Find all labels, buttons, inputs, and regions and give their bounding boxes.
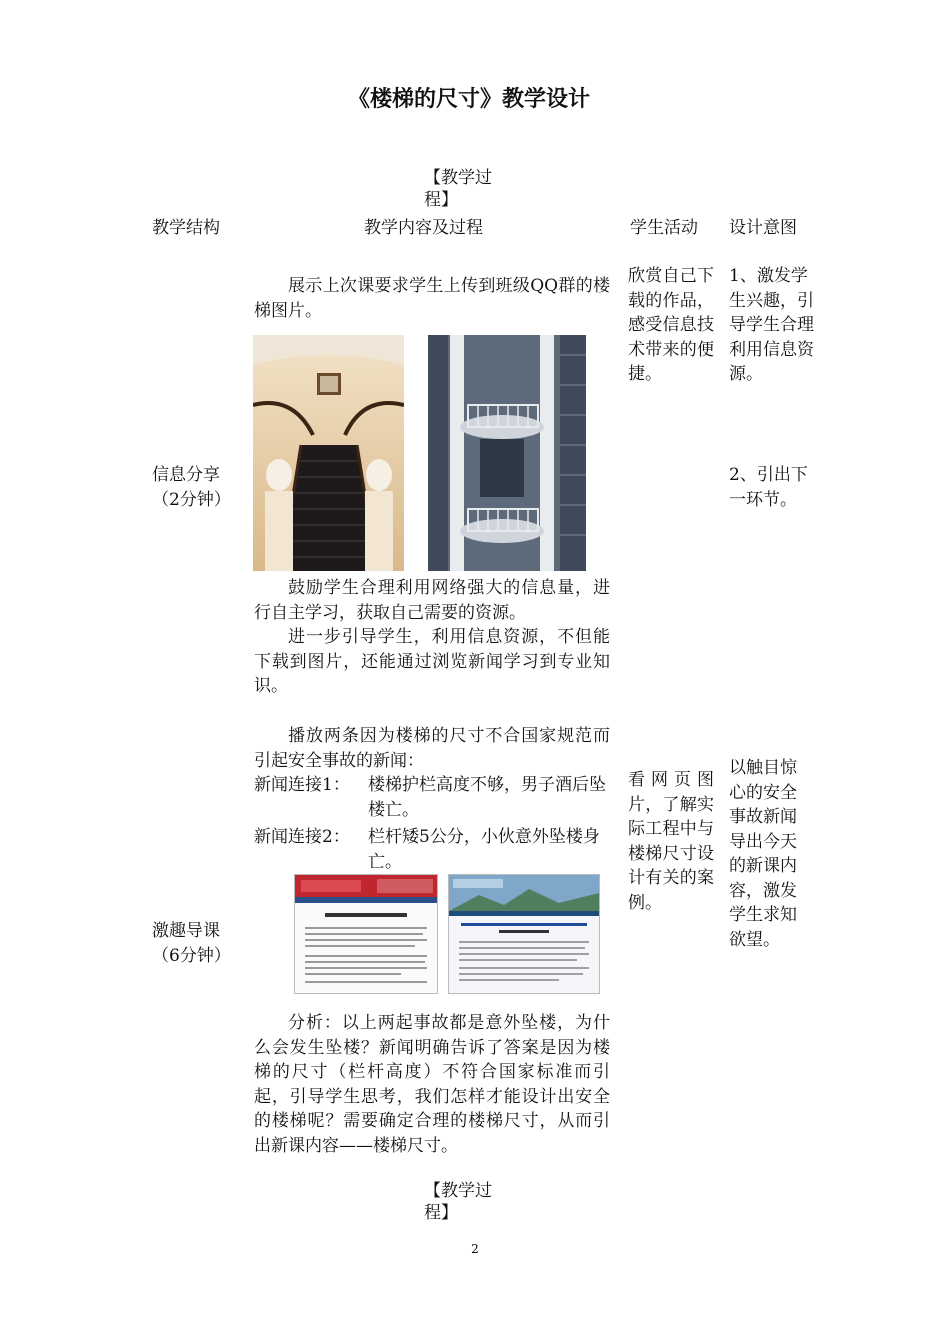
stage-info-sharing: 信息分享（2分钟） [152, 465, 231, 510]
staircase-photo-2 [428, 335, 586, 571]
stage2-activity: 看网页图片，了解实际工程中与楼梯尺寸设计有关的案例。 [628, 770, 714, 913]
news-screenshot-1 [294, 874, 438, 994]
header-content: 教学内容及过程 [364, 218, 483, 238]
page-number: 2 [471, 1242, 479, 1256]
stage1-para2: 进一步引导学生，利用信息资源，不但能下载到图片，还能通过浏览新闻学习到专业知识。 [254, 627, 610, 696]
section-label: 【教学过程】 [424, 168, 492, 210]
header-structure: 教学结构 [152, 218, 220, 238]
stage-interest-intro: 激趣导课（6分钟） [152, 921, 231, 966]
stage2-intro: 播放两条因为楼梯的尺寸不合国家规范而引起安全事故的新闻： [254, 726, 610, 771]
header-intent: 设计意图 [729, 218, 797, 238]
stage1-intro: 展示上次课要求学生上传到班级QQ群的楼梯图片。 [254, 276, 610, 321]
news-screenshot-2 [448, 874, 600, 994]
section-label-bottom: 【教学过程】 [424, 1181, 492, 1223]
header-activity: 学生活动 [630, 218, 698, 238]
document-title: 《楼梯的尺寸》教学设计 [348, 87, 591, 112]
news2-label: 新闻连接2： [254, 827, 350, 847]
news1-text: 楼梯护栏高度不够，男子酒后坠楼亡。 [368, 775, 606, 820]
stage1-intent-1: 1、激发学生兴趣，引导学生合理利用信息资源。 [729, 266, 814, 384]
stage1-activity: 欣赏自己下载的作品，感受信息技术带来的便捷。 [628, 266, 714, 384]
stage1-intent-2: 2、引出下一环节。 [729, 465, 808, 510]
news1-label: 新闻连接1： [254, 775, 350, 795]
stage2-intent: 以触目惊心的安全事故新闻导出今天的新课内容，激发学生求知欲望。 [729, 758, 797, 950]
news2-text: 栏杆矮5公分，小伙意外坠楼身亡。 [368, 827, 600, 872]
stage2-analysis: 分析：以上两起事故都是意外坠楼，为什么会发生坠楼？新闻明确告诉了答案是因为楼梯的尺寸（栏杆高度）不符合国家标准而引起，引导学生思考，我们怎样才能设计出安全的楼梯呢？需要确定合理的楼梯尺寸，从而引出新课内容——楼梯尺寸。 [254, 1013, 610, 1156]
staircase-photo-1 [253, 335, 404, 571]
stage1-para1: 鼓励学生合理利用网络强大的信息量，进行自主学习，获取自己需要的资源。 [254, 578, 610, 623]
